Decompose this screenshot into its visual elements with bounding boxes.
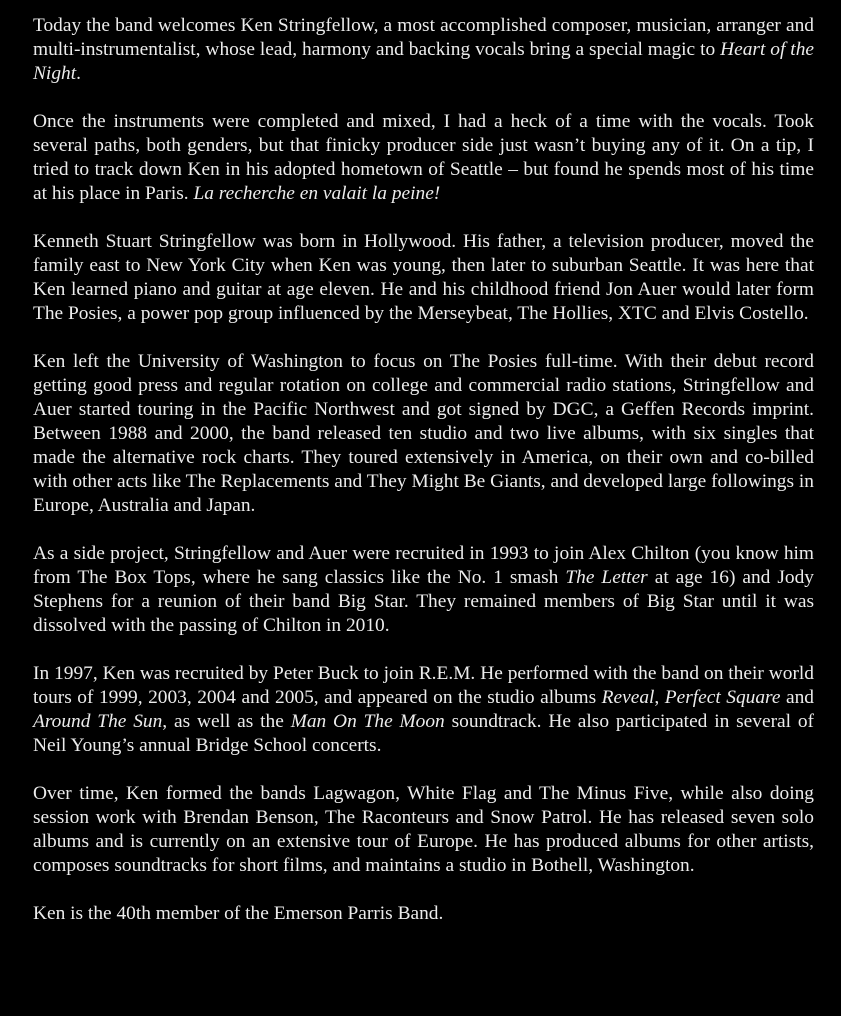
text-run: soundtrack. He also participated in several of Neil Young’s annual Bridge School concerts. [33,711,814,756]
text-run: Today the band welcomes Ken Stringfellow, a most accomplished composer, musician, arranger and multi-instrumentalist, whose lead, harmony and backing vocals bring a special magic to [33,15,814,60]
text-run: Kenneth Stuart Stringfellow was born in Hollywood. His father, a television producer, moved the family east to New York City when Ken was young, then later to suburban Seattle. It was here that Ken learned piano and guitar at age eleven. He and his childhood friend Jon Auer would later form The Posies, a power pop group influenced by the Merseybeat, The Hollies, XTC and Elvis Costello. [33,231,814,324]
italic-title: Reveal [601,687,655,708]
text-run: , as well as the [162,711,291,732]
paragraph-later-career [33,782,814,878]
text-run: Once the instruments were completed and mixed, I had a heck of a time with the vocals. Took several paths, both genders, but that finicky producer side just wasn’t buying any of it. On a tip, I tried to track down Ken in his adopted hometown of Seattle – but found he spends most of his time at his place in Paris. [33,111,814,204]
paragraph-rem [33,662,814,758]
text-run: As a side project, Stringfellow and Auer were recruited in 1993 to join Alex Chilton (you know him from The Box Tops, where he sang classics like the No. 1 smash [33,543,814,588]
text-run: In 1997, Ken was recruited by Peter Buck to join R.E.M. He performed with the band on their world tours of 1999, 2003, 2004 and 2005, and appeared on the studio albums [33,663,814,708]
italic-title: Heart of the Night [33,39,814,84]
text-run: and [780,687,814,708]
paragraph-closing [33,902,814,926]
italic-title: Around The Sun [33,711,163,732]
paragraph-big-star [33,542,814,638]
text-run: . [76,63,81,84]
italic-title: La recherche en valait la peine! [193,183,441,204]
text-run: at age 16) and Jody Stephens for a reunion of their band Big Star. They remained members of Big Star until it was dissolved with the passing of Chilton in 2010. [33,567,814,636]
paragraph-intro [33,14,814,86]
text-run: Over time, Ken formed the bands Lagwagon, White Flag and The Minus Five, while also doing session work with Brendan Benson, The Raconteurs and Snow Patrol. He has released seven solo albums and is currently on an extensive tour of Europe. He has produced albums for other artists, composes soundtracks for short films, and maintains a studio in Bothell, Washington. [33,783,814,876]
italic-title: Perfect Square [664,687,781,708]
italic-title: Man On The Moon [290,711,445,732]
paragraph-vocals-search [33,110,814,206]
text-run: , [654,687,665,708]
text-run: Ken left the University of Washington to focus on The Posies full-time. With their debut record getting good press and regular rotation on college and commercial radio stations, Stringfellow and Auer started touring in the Pacific Northwest and got signed by DGC, a Geffen Records imprint. Between 1988 and 2000, the band released ten studio and two live albums, with six singles that made the alternative rock charts. They toured extensively in America, on their own and co-billed with other acts like The Replacements and They Might Be Giants, and developed large followings in Europe, Australia and Japan. [33,351,814,516]
italic-title: The Letter [565,567,648,588]
paragraph-posies [33,350,814,518]
text-run: Ken is the 40th member of the Emerson Parris Band. [33,903,444,924]
paragraph-early-life [33,230,814,326]
